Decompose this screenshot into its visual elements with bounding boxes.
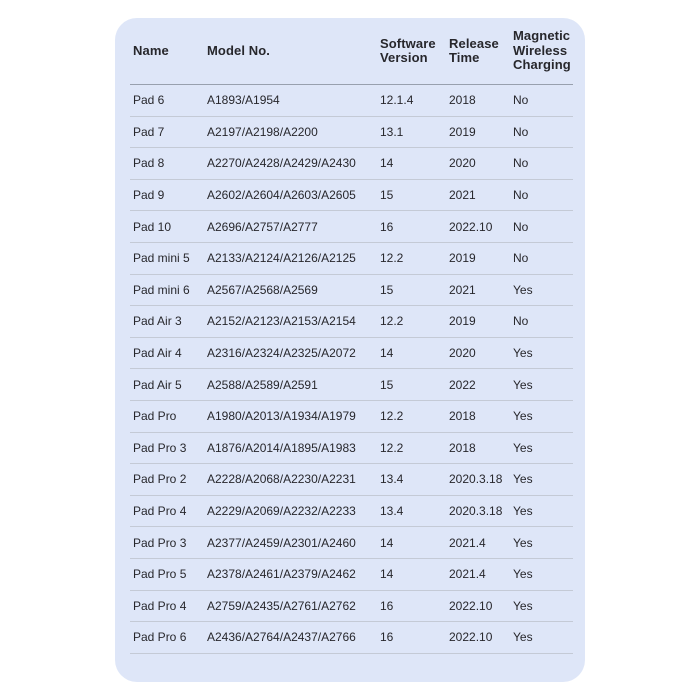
cell-magnetic: Yes xyxy=(513,274,573,306)
cell-software: 14 xyxy=(380,558,449,590)
cell-release: 2021.4 xyxy=(449,558,513,590)
cell-name: Pad Pro 2 xyxy=(130,464,207,496)
cell-software: 12.2 xyxy=(380,400,449,432)
cell-magnetic: No xyxy=(513,179,573,211)
cell-name: Pad 8 xyxy=(130,148,207,180)
cell-model: A2197/A2198/A2200 xyxy=(207,116,380,148)
cell-release: 2018 xyxy=(449,400,513,432)
cell-model: A2378/A2461/A2379/A2462 xyxy=(207,558,380,590)
header-software: Software Version xyxy=(380,18,449,85)
cell-model: A2696/A2757/A2777 xyxy=(207,211,380,243)
cell-magnetic: Yes xyxy=(513,622,573,654)
table-row xyxy=(130,337,573,369)
cell-name: Pad Air 4 xyxy=(130,337,207,369)
table-row xyxy=(130,495,573,527)
table-row xyxy=(130,400,573,432)
cell-release: 2018 xyxy=(449,432,513,464)
cell-model: A1980/A2013/A1934/A1979 xyxy=(207,400,380,432)
table-row xyxy=(130,242,573,274)
cell-name: Pad 7 xyxy=(130,116,207,148)
cell-name: Pad Pro 3 xyxy=(130,527,207,559)
cell-software: 14 xyxy=(380,337,449,369)
cell-release: 2020 xyxy=(449,337,513,369)
cell-name: Pad Air 5 xyxy=(130,369,207,401)
cell-model: A1893/A1954 xyxy=(207,85,380,117)
cell-name: Pad Pro 6 xyxy=(130,622,207,654)
table-row xyxy=(130,306,573,338)
table-row xyxy=(130,558,573,590)
cell-software: 12.2 xyxy=(380,306,449,338)
cell-model: A2759/A2435/A2761/A2762 xyxy=(207,590,380,622)
cell-name: Pad Pro 5 xyxy=(130,558,207,590)
table-row xyxy=(130,148,573,180)
cell-release: 2022.10 xyxy=(449,622,513,654)
cell-software: 14 xyxy=(380,527,449,559)
cell-release: 2022.10 xyxy=(449,211,513,243)
cell-magnetic: Yes xyxy=(513,432,573,464)
table-row xyxy=(130,116,573,148)
cell-model: A2133/A2124/A2126/A2125 xyxy=(207,242,380,274)
cell-release: 2020.3.18 xyxy=(449,495,513,527)
cell-model: A2152/A2123/A2153/A2154 xyxy=(207,306,380,338)
cell-software: 16 xyxy=(380,590,449,622)
cell-magnetic: No xyxy=(513,116,573,148)
spec-table-card xyxy=(115,18,585,682)
cell-software: 13.4 xyxy=(380,464,449,496)
cell-model: A2567/A2568/A2569 xyxy=(207,274,380,306)
cell-software: 13.1 xyxy=(380,116,449,148)
cell-model: A2229/A2069/A2232/A2233 xyxy=(207,495,380,527)
cell-software: 12.1.4 xyxy=(380,85,449,117)
table-row xyxy=(130,432,573,464)
table-row xyxy=(130,622,573,654)
cell-release: 2020 xyxy=(449,148,513,180)
cell-software: 16 xyxy=(380,622,449,654)
cell-magnetic: No xyxy=(513,211,573,243)
cell-software: 15 xyxy=(380,369,449,401)
cell-magnetic: Yes xyxy=(513,464,573,496)
header-release: Release Time xyxy=(449,18,513,85)
table-row xyxy=(130,211,573,243)
cell-name: Pad Pro 4 xyxy=(130,590,207,622)
table-row xyxy=(130,179,573,211)
cell-magnetic: No xyxy=(513,148,573,180)
cell-magnetic: Yes xyxy=(513,337,573,369)
header-model: Model No. xyxy=(207,18,380,85)
cell-model: A2316/A2324/A2325/A2072 xyxy=(207,337,380,369)
cell-software: 15 xyxy=(380,179,449,211)
table-header xyxy=(130,18,573,85)
header-row xyxy=(130,18,573,85)
cell-release: 2021 xyxy=(449,179,513,211)
cell-name: Pad Pro 3 xyxy=(130,432,207,464)
cell-model: A2377/A2459/A2301/A2460 xyxy=(207,527,380,559)
cell-name: Pad Air 3 xyxy=(130,306,207,338)
cell-magnetic: Yes xyxy=(513,527,573,559)
header-magnetic: Magnetic Wireless Charging xyxy=(513,18,573,85)
cell-name: Pad mini 5 xyxy=(130,242,207,274)
cell-name: Pad 9 xyxy=(130,179,207,211)
cell-magnetic: No xyxy=(513,85,573,117)
cell-release: 2020.3.18 xyxy=(449,464,513,496)
cell-software: 14 xyxy=(380,148,449,180)
cell-magnetic: Yes xyxy=(513,369,573,401)
cell-magnetic: Yes xyxy=(513,558,573,590)
table-row xyxy=(130,274,573,306)
cell-name: Pad Pro 4 xyxy=(130,495,207,527)
cell-magnetic: Yes xyxy=(513,590,573,622)
cell-release: 2019 xyxy=(449,116,513,148)
spec-table-body xyxy=(130,85,573,654)
cell-model: A2588/A2589/A2591 xyxy=(207,369,380,401)
cell-software: 12.2 xyxy=(380,242,449,274)
cell-release: 2019 xyxy=(449,306,513,338)
table-row xyxy=(130,590,573,622)
cell-software: 12.2 xyxy=(380,432,449,464)
cell-name: Pad Pro xyxy=(130,400,207,432)
spec-table xyxy=(130,18,573,654)
cell-software: 15 xyxy=(380,274,449,306)
cell-magnetic: No xyxy=(513,242,573,274)
cell-release: 2021 xyxy=(449,274,513,306)
cell-model: A1876/A2014/A1895/A1983 xyxy=(207,432,380,464)
cell-name: Pad 10 xyxy=(130,211,207,243)
cell-release: 2021.4 xyxy=(449,527,513,559)
cell-name: Pad 6 xyxy=(130,85,207,117)
cell-model: A2228/A2068/A2230/A2231 xyxy=(207,464,380,496)
cell-release: 2019 xyxy=(449,242,513,274)
table-row xyxy=(130,369,573,401)
cell-magnetic: No xyxy=(513,306,573,338)
table-row xyxy=(130,527,573,559)
cell-name: Pad mini 6 xyxy=(130,274,207,306)
cell-magnetic: Yes xyxy=(513,495,573,527)
cell-release: 2022.10 xyxy=(449,590,513,622)
cell-release: 2018 xyxy=(449,85,513,117)
cell-magnetic: Yes xyxy=(513,400,573,432)
cell-model: A2436/A2764/A2437/A2766 xyxy=(207,622,380,654)
table-row xyxy=(130,85,573,117)
table-row xyxy=(130,464,573,496)
cell-software: 13.4 xyxy=(380,495,449,527)
cell-release: 2022 xyxy=(449,369,513,401)
header-name: Name xyxy=(130,18,207,85)
cell-model: A2602/A2604/A2603/A2605 xyxy=(207,179,380,211)
cell-model: A2270/A2428/A2429/A2430 xyxy=(207,148,380,180)
cell-software: 16 xyxy=(380,211,449,243)
